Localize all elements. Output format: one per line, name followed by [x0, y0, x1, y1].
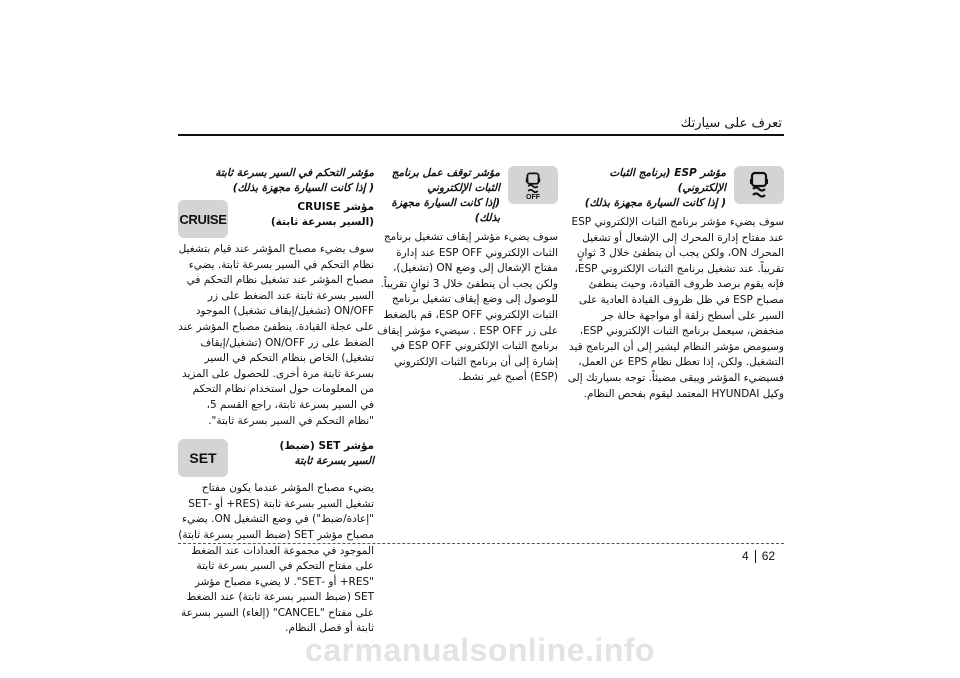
watermark: carmanualsonline.info [304, 632, 656, 668]
esp-indicator-box [734, 166, 784, 204]
cruise-section-subheading: ( إذا كانت السيارة مجهزة بذلك) [232, 182, 374, 194]
esp-subheading: ( إذا كانت السيارة مجهزة بذلك) [584, 197, 726, 209]
page-number-value: 62 [761, 549, 776, 563]
cruise-block [178, 200, 374, 429]
cruise-body: سوف يضيء مصباح المؤشر عند قيام بتشغيل نظام التحكم في السير بسرعة ثابتة. يضيء مصباح المؤشر عند تشغيل نظام التحكم في السير بسرعة ثابتة عند الضغط على زر ON/OFF (تشغيل/إيقاف تشغيل) الموجود على عجلة القيادة. ينطفئ مصباح المؤشر عند الضغط على زر ON/OFF (تشغيل/إيقاف تشغيل) الخاص بنظام التحكم في السير بسرعة ثابتة مرة أخرى. للحصول على المزيد من المعلومات حول استخدام نظام التحكم في السير بسرعة ثابتة، راجع القسم 5، "نظام التحكم في السير بسرعة ثابتة". [178, 243, 374, 427]
cruise-icon: CRUISE [179, 211, 227, 227]
esp-skid-car-icon [744, 170, 774, 200]
cruise-section-heading: مؤشر التحكم في السير بسرعة ثابتة [215, 167, 374, 179]
cruise-indicator-box [178, 200, 228, 238]
cruise-subtitle: (السير بسرعة ثابتة) [270, 216, 374, 228]
esp-off-heading: مؤشر توقف عمل برنامج الثبات الإلكتروني [391, 167, 500, 194]
cruise-title: مؤشر CRUISE [297, 201, 374, 213]
set-title: مؤشر SET (ضبط) [279, 440, 374, 453]
esp-off-indicator-box [508, 166, 558, 204]
set-body: يضيء مصباح المؤشر عندما يكون مفتاح تشغيل السير بسرعة ثابتة (RES+ أو -SET "إعادة/ضبط") في وضع التشغيل ON. يضيء مصباح مؤشر SET (ضبط السير بسرعة ثابتة) الموجود في مجموعة العدادات عند الضغط على مفتاح التحكم في السير بسرعة ثابتة "RES+ أو -SET". لا يضيء مصباح مؤشر SET (ضبط السير بسرعة ثابتة) عند الضغط على مفتاح "CANCEL" (إلغاء) السير بسرعة ثابتة أو فصل النظام. [178, 482, 374, 635]
set-block [178, 439, 374, 637]
set-indicator-box [178, 439, 228, 477]
chapter-title: تعرف على سيارتك [680, 116, 782, 131]
top-rule [178, 134, 784, 136]
set-heading-row [178, 439, 374, 477]
esp-off-heading-row [374, 166, 558, 226]
column-cruise [178, 166, 374, 647]
esp-off-subheading: (إذا كانت السيارة مجهزة بذلك) [391, 197, 500, 224]
column-esp-off [374, 166, 558, 386]
set-subtitle: السير بسرعة ثابتة [294, 455, 374, 468]
esp-body: سوف يضيء مؤشر برنامج الثبات الإلكتروني ESP عند مفتاح إدارة المحرك إلى الإشعال أو تشغيل المحرك ON، ولكن يجب أن ينطفئ خلال 3 ثوانٍ تقريباً. عند تشغيل برنامج الثبات الإلكتروني ESP، فإنه يقوم برصد ظروف القيادة، وحيث ينطفئ مصباح ESP في ظل ظروف القيادة العادية على السير على أسطح زلقة أو مواجهة حالة جر منخفض، سيعمل برنامج الثبات الإلكتروني ESP، وسيومض مؤشر النظام ليشير إلى أن البرنامج قيد التشغيل. ولكن، إذا تعطل نظام EPS عن العمل، فسيضيء المؤشر ويبقى مضيئاً. توجه بسيارتك إلى وكيل HYUNDAI المعتمد ليقوم بفحص النظام. [567, 216, 784, 400]
esp-off-skid-car-icon [521, 170, 545, 196]
set-icon: SET [189, 450, 217, 467]
page-number [742, 549, 775, 563]
esp-off-body: سوف يضيء مؤشر إيقاف تشغيل برنامج الثبات الإلكتروني ESP OFF عند إدارة مفتاح الإشعال إلى وضع ON (تشغيل)، ولكن يجب أن ينطفئ خلال 3 ثوانٍ تقريباً. للوصول إلى وضع إيقاف تشغيل برنامج الثبات الإلكتروني ESP OFF، قم بالضغط على زر ESP OFF . سيضيء مؤشر إيقاف برنامج الثبات الإلكتروني ESP OFF في إشارة إلى أن برنامج الثبات الإلكتروني (ESP) أصبح غير نشط. [377, 231, 558, 384]
page-chapter: 4 [742, 549, 749, 563]
esp-heading: مؤشر ESP (برنامج الثبات الإلكتروني) [609, 167, 726, 194]
cruise-heading-row [178, 200, 374, 238]
bottom-rule [178, 543, 784, 544]
page-number-separator [755, 550, 756, 563]
esp-off-tag: OFF [526, 193, 540, 201]
esp-heading-row [562, 166, 784, 211]
column-esp [562, 166, 784, 402]
